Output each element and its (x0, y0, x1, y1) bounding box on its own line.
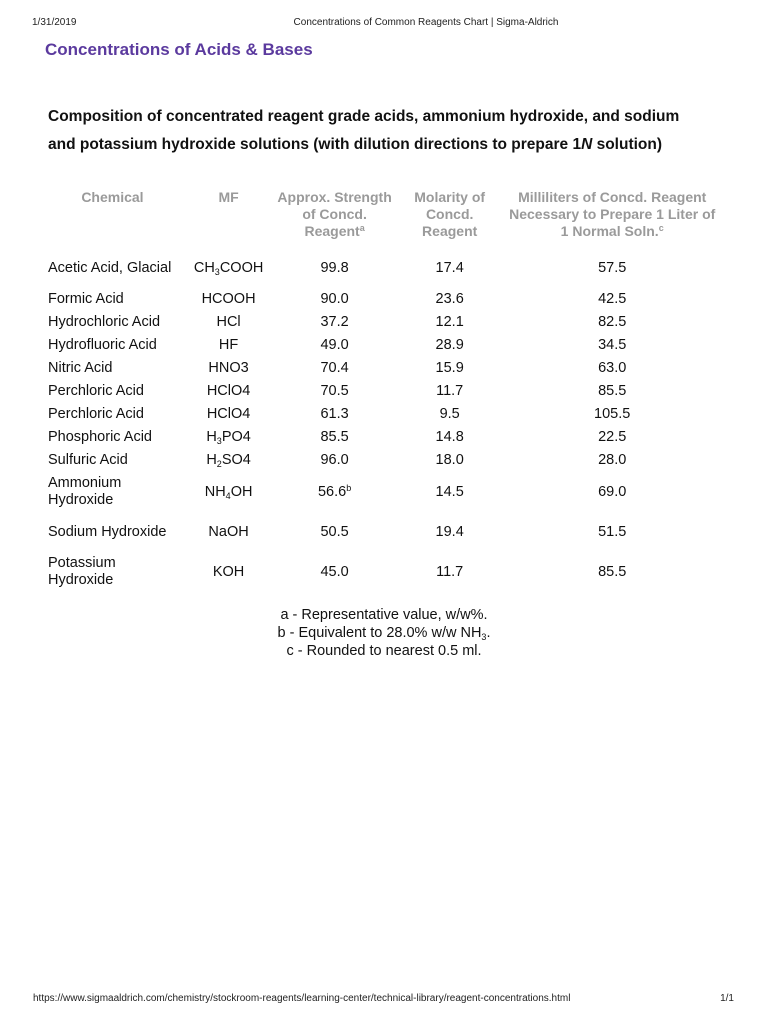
cell-milliliters: 28.0 (598, 452, 627, 468)
header-molarity: Molarity of Concd. Reagent (414, 189, 486, 239)
header-strength-label: Approx. Strength of Concd. Reagent (277, 189, 392, 239)
formula-subscript: 3 (216, 436, 222, 446)
cell-chemical: Acetic Acid, Glacial (48, 259, 172, 276)
cell-chemical: Sodium Hydroxide (48, 523, 167, 540)
strength-value: 49.0 (320, 337, 349, 353)
cell-strength (272, 311, 397, 334)
table-row (40, 472, 722, 512)
cell-chemical: Sulfuric Acid (48, 452, 128, 468)
footnote-marker-a: a (359, 223, 365, 233)
cell-molarity: 11.7 (436, 383, 464, 399)
formula-part: NaOH (208, 523, 249, 540)
cell-chemical: Ammonium Hydroxide (48, 475, 122, 508)
cell-milliliters: 105.5 (594, 406, 631, 422)
header-milliliters (502, 189, 722, 248)
cell-molarity: 9.5 (439, 406, 460, 422)
header-strength (272, 189, 397, 248)
table-row (40, 380, 722, 403)
cell-molarity: 23.6 (435, 291, 464, 307)
formula-part: HClO4 (206, 383, 251, 399)
table-header-row (40, 189, 722, 248)
strength-value: 96.0 (320, 452, 349, 468)
table-row (40, 311, 722, 334)
cell-formula (185, 426, 272, 449)
cell-molarity: 17.4 (435, 259, 464, 276)
table-row (40, 426, 722, 449)
cell-molarity: 19.4 (435, 523, 464, 540)
print-date: 1/31/2019 (32, 17, 77, 28)
strength-value: 61.3 (320, 406, 349, 422)
cell-molarity: 18.0 (435, 452, 464, 468)
reagent-concentrations-table (40, 189, 722, 592)
intro-normal-symbol: N (581, 136, 593, 153)
formula-part: HF (218, 337, 239, 353)
print-url: https://www.sigmaaldrich.com/chemistry/stockroom-reagents/learning-center/technical-library/reagent-concentrations.html (33, 993, 571, 1004)
cell-formula (185, 449, 272, 472)
cell-molarity: 14.5 (435, 483, 464, 500)
strength-value: 70.4 (320, 360, 349, 376)
cell-milliliters: 82.5 (598, 314, 627, 330)
table-row (40, 449, 722, 472)
strength-value: 50.5 (320, 523, 349, 540)
formula-part: COOH (219, 259, 264, 276)
cell-formula (185, 472, 272, 512)
cell-formula (185, 403, 272, 426)
intro-text-end: solution) (592, 136, 663, 153)
formula-part: HCOOH (201, 291, 256, 307)
footnote-b-end: . (486, 625, 491, 641)
formula-part: HCl (216, 314, 241, 330)
cell-chemical: Hydrofluoric Acid (48, 337, 157, 353)
footnote-a: a - Representative value, w/w%. (280, 607, 488, 623)
cell-strength (272, 334, 397, 357)
cell-milliliters: 51.5 (598, 523, 627, 540)
formula-part: PO4 (221, 429, 251, 445)
cell-molarity: 15.9 (435, 360, 464, 376)
cell-formula (185, 288, 272, 311)
cell-formula (185, 311, 272, 334)
table-body (40, 248, 722, 592)
table-row (40, 334, 722, 357)
strength-value: 85.5 (320, 429, 349, 445)
formula-part: SO4 (221, 452, 251, 468)
cell-strength (272, 472, 397, 512)
formula-part: CH (193, 259, 215, 276)
cell-formula (185, 248, 272, 288)
cell-milliliters: 57.5 (598, 259, 627, 276)
cell-strength (272, 426, 397, 449)
table-row (40, 403, 722, 426)
table-row (40, 552, 722, 592)
table-row (40, 248, 722, 288)
cell-molarity: 14.8 (435, 429, 464, 445)
cell-chemical: Phosphoric Acid (48, 429, 152, 445)
table-description (48, 103, 708, 159)
formula-part: NH (204, 483, 226, 500)
print-page-number: 1/1 (720, 993, 734, 1004)
cell-strength (272, 403, 397, 426)
table-row (40, 512, 722, 552)
formula-part: OH (230, 483, 253, 500)
cell-strength (272, 449, 397, 472)
cell-molarity: 11.7 (436, 563, 464, 580)
footnote-c: c - Rounded to nearest 0.5 ml. (286, 643, 482, 659)
intro-text: Composition of concentrated reagent grade acids, ammonium hydroxide, and sodium and potassium hydroxide solutions (with dilution directions to prepare 1 (48, 108, 680, 153)
strength-value: 99.8 (320, 259, 349, 276)
cell-strength (272, 248, 397, 288)
cell-chemical: Perchloric Acid (48, 383, 144, 399)
header-chemical: Chemical (81, 189, 144, 205)
print-header (0, 17, 768, 31)
header-mf: MF (218, 189, 239, 205)
cell-molarity: 28.9 (435, 337, 464, 353)
footnote-b (196, 624, 572, 642)
strength-value: 45.0 (320, 563, 349, 580)
footnote-marker-b: b (346, 482, 352, 493)
cell-chemical: Perchloric Acid (48, 406, 144, 422)
formula-subscript: 4 (225, 490, 231, 501)
formula-subscript: 3 (214, 266, 220, 277)
cell-chemical: Potassium Hydroxide (48, 555, 116, 588)
cell-milliliters: 85.5 (598, 383, 627, 399)
cell-milliliters: 22.5 (598, 429, 627, 445)
formula-part: HClO4 (206, 406, 251, 422)
formula-part: H (206, 452, 217, 468)
cell-milliliters: 69.0 (598, 483, 627, 500)
cell-formula (185, 334, 272, 357)
table-row (40, 288, 722, 311)
cell-strength (272, 552, 397, 592)
page-heading: Concentrations of Acids & Bases (45, 40, 313, 59)
formula-subscript: 2 (216, 459, 222, 469)
formula-part: HNO3 (208, 360, 249, 376)
strength-value: 56.6 (317, 483, 347, 500)
cell-chemical: Hydrochloric Acid (48, 314, 161, 330)
cell-milliliters: 85.5 (598, 563, 627, 580)
header-milliliters-label: Milliliters of Concd. Reagent Necessary to Prepare 1 Liter of 1 Normal Soln. (509, 189, 716, 239)
cell-strength (272, 288, 397, 311)
table-row (40, 357, 722, 380)
cell-strength (272, 380, 397, 403)
footnote-marker-c: c (658, 223, 664, 233)
cell-milliliters: 34.5 (598, 337, 627, 353)
strength-value: 70.5 (320, 383, 349, 399)
cell-milliliters: 42.5 (598, 291, 627, 307)
cell-molarity: 12.1 (435, 314, 464, 330)
footnotes (196, 606, 572, 660)
strength-value: 37.2 (320, 314, 349, 330)
cell-formula (185, 380, 272, 403)
print-page-title: Concentrations of Common Reagents Chart | Sigma-Aldrich (293, 17, 559, 28)
cell-strength (272, 512, 397, 552)
formula-part: KOH (212, 563, 245, 580)
strength-value: 90.0 (320, 291, 349, 307)
cell-milliliters: 63.0 (598, 360, 627, 376)
cell-formula (185, 512, 272, 552)
cell-chemical: Formic Acid (48, 291, 124, 307)
footnote-b-subscript: 3 (481, 632, 487, 642)
formula-part: H (206, 429, 217, 445)
footnote-b-text: b - Equivalent to 28.0% w/w NH (277, 625, 482, 641)
cell-chemical: Nitric Acid (48, 360, 113, 376)
cell-formula (185, 357, 272, 380)
cell-strength (272, 357, 397, 380)
cell-formula (185, 552, 272, 592)
